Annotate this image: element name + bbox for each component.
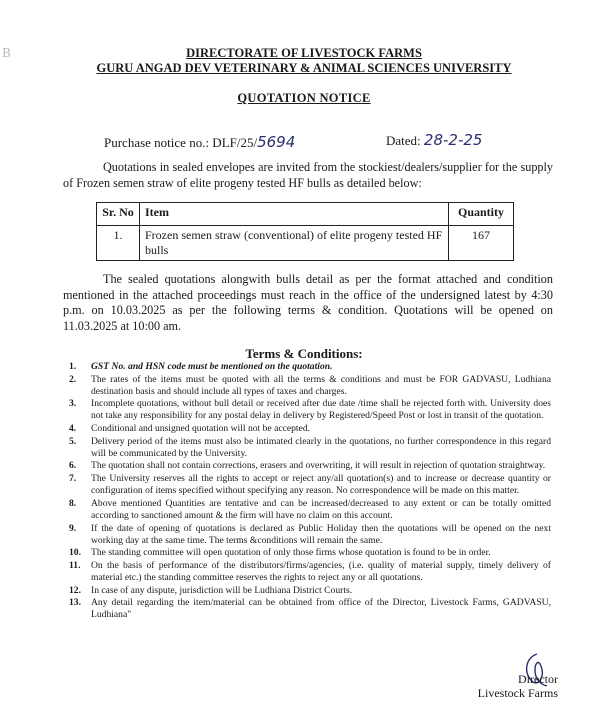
term-number: 11. <box>69 559 81 571</box>
term-number: 6. <box>69 460 77 472</box>
term-item <box>69 473 551 497</box>
term-number: 12. <box>69 584 81 596</box>
term-text: The University reserves all the rights to accept or reject any/all quotation(s) and to increase or decrease quantity or configuration of items specified without specifying any reason. No correspondence will be made on this matter. <box>91 473 551 497</box>
term-text: Any detail regarding the item/material can be obtained from office of the Director, Livestock Farms, GADVASU, Ludhiana" <box>91 597 551 621</box>
cell-quantity: 167 <box>449 226 514 261</box>
items-table <box>96 202 514 261</box>
table-header-row <box>97 203 514 226</box>
col-item: Item <box>140 203 449 226</box>
col-sr-no: Sr. No <box>97 203 140 226</box>
term-item <box>69 522 551 547</box>
term-number: 5. <box>69 435 77 447</box>
term-item <box>69 559 551 584</box>
terms-list <box>69 361 551 622</box>
signature-office: Livestock Farms <box>477 686 558 700</box>
term-number: 7. <box>69 473 77 485</box>
submission-paragraph: The sealed quotations alongwith bulls detail as per the format attached and condition mentioned in the attached proceedings must reach in the office of the undersigned latest by 4:30 p.m. on 10.03.2025 as per the following terms & condition. Quotations will be opened on 11.03.2025 at 10:00 am. <box>63 272 553 333</box>
term-text: If the date of opening of quotations is declared as Public Holiday then the quotations will be opened on the next working day at the same time. The terms &conditions will remain the same. <box>91 522 551 546</box>
term-number: 9. <box>69 522 77 534</box>
cell-item: Frozen semen straw (conventional) of elite progeny tested HF bulls <box>140 226 449 261</box>
signature-title: Director <box>518 672 558 686</box>
term-text: Incomplete quotations, without bull detail or received after due date /time shall be rejected forth with. University does not take any responsibility for any postal delay in delivery by Registered/Speed Post or lost in transit of the quotation. <box>91 398 551 422</box>
term-text: Conditional and unsigned quotation will not be accepted. <box>91 423 311 435</box>
purchase-notice-number <box>104 133 295 151</box>
col-quantity: Quantity <box>449 203 514 226</box>
term-number: 10. <box>69 547 81 559</box>
cell-sr-no: 1. <box>97 226 140 261</box>
notice-date <box>386 131 482 149</box>
signature-block <box>466 672 558 700</box>
intro-paragraph: Quotations in sealed envelopes are invited from the stockiest/dealers/supplier for the supply of Frozen semen straw of elite progeny tested HF bulls as detailed below: <box>63 160 553 190</box>
terms-heading: Terms & Conditions: <box>245 346 363 361</box>
margin-mark: B <box>2 46 11 60</box>
term-text: GST No. and HSN code must be mentioned on the quotation. <box>91 361 333 372</box>
term-item <box>69 497 551 522</box>
university-heading: GURU ANGAD DEV VETERINARY & ANIMAL SCIENCES UNIVERSITY <box>96 61 512 75</box>
directorate-heading: DIRECTORATE OF LIVESTOCK FARMS <box>186 46 422 60</box>
term-number: 1. <box>69 361 77 372</box>
term-text: The rates of the items must be quoted with all the terms & conditions and must be FOR GADVASU, Ludhiana destination basis and should include all types of taxes and charges. <box>91 373 551 397</box>
term-text: In case of any dispute, jurisdiction will be Ludhiana District Courts. <box>91 584 353 596</box>
term-item <box>69 435 551 460</box>
term-number: 2. <box>69 373 77 385</box>
purchase-notice-handwritten: 5694 <box>257 133 296 151</box>
term-text: On the basis of performance of the distributors/firms/agencies, (i.e. quality of material supply, timely delivery of material etc.) the standing committee reserves the rights to reject any or all quotations. <box>91 559 551 583</box>
term-number: 4. <box>69 423 77 435</box>
term-text: The standing committee will open quotation of only those firms whose quotation is found to be in order. <box>91 547 491 559</box>
term-item <box>69 423 551 435</box>
term-text: Delivery period of the items must also be intimated clearly in the quotations, no further correspondence in this regard will be communicated by the University. <box>91 435 551 459</box>
term-item <box>69 361 551 373</box>
table-row <box>97 226 514 261</box>
notice-title: QUOTATION NOTICE <box>237 91 371 105</box>
term-item <box>69 373 551 398</box>
term-number: 8. <box>69 497 77 509</box>
term-number: 13. <box>69 597 81 609</box>
purchase-notice-label: Purchase notice no.: DLF/25/ <box>104 135 258 150</box>
term-number: 3. <box>69 398 77 410</box>
term-text: The quotation shall not contain corrections, erasers and overwriting, it will result in rejection of quotation straightway. <box>91 460 546 472</box>
dated-label: Dated: <box>386 133 421 148</box>
dated-handwritten: 28-2-25 <box>423 131 483 149</box>
term-item <box>69 460 551 472</box>
term-item <box>69 584 551 597</box>
term-text: Above mentioned Quantities are tentative and can be increased/decreased to any extent or can be totally omitted according to sanctioned amount & the firm will have no claim on this account. <box>91 497 551 521</box>
term-item <box>69 398 551 422</box>
term-item <box>69 547 551 559</box>
term-item <box>69 597 551 621</box>
